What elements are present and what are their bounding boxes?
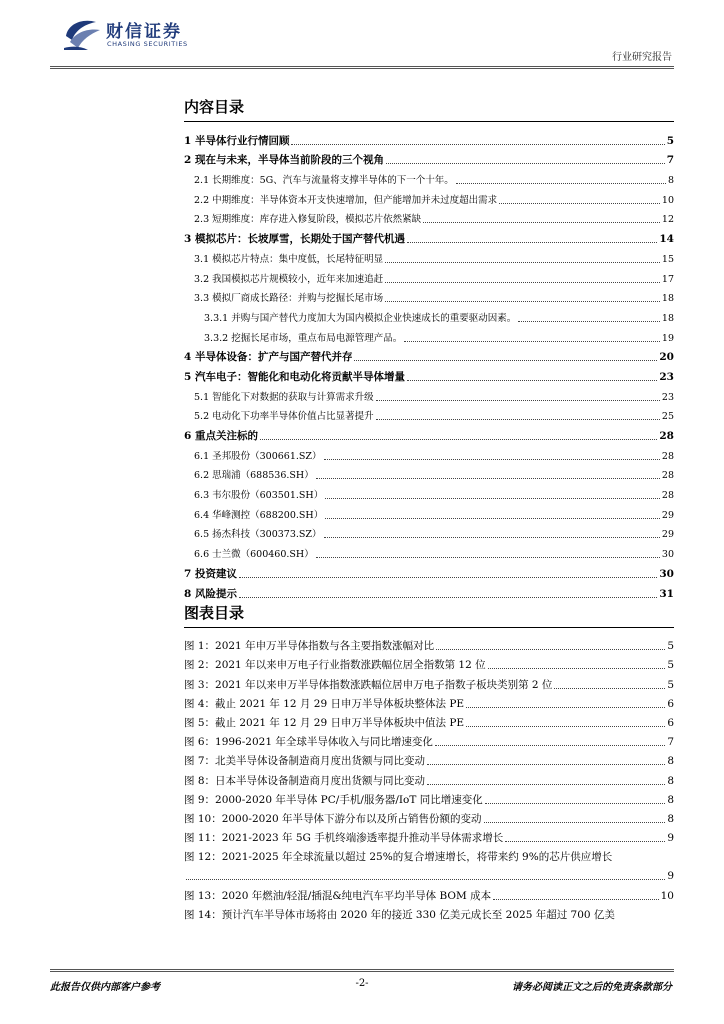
figure-entry[interactable] bbox=[184, 845, 674, 864]
table-of-contents bbox=[184, 128, 674, 601]
figure-entry-page: 5 bbox=[667, 640, 674, 653]
toc-entry-label: 2.3 短期维度：库存进入修复阶段，模拟芯片依然紧缺 bbox=[194, 214, 422, 226]
list-of-figures bbox=[184, 634, 674, 922]
toc-entry-page: 14 bbox=[659, 233, 674, 246]
toc-entry[interactable] bbox=[184, 443, 674, 463]
dot-leader bbox=[376, 419, 660, 420]
figure-entry-page: 8 bbox=[667, 793, 674, 806]
footer-disclaimer-right: 请务必阅读正文之后的免责条款部分 bbox=[512, 982, 672, 993]
toc-entry-page: 30 bbox=[661, 549, 674, 561]
dot-leader bbox=[404, 341, 660, 342]
figure-entry-label: 图 2：2021 年以来申万电子行业指数涨跌幅位居全指数第 12 位 bbox=[184, 659, 486, 672]
dot-leader bbox=[239, 577, 657, 578]
toc-entry-label: 3.1 模拟芯片特点：集中度低，长尾特征明显 bbox=[194, 253, 384, 265]
toc-entry-label: 3.3 模拟厂商成长路径：并购与挖掘长尾市场 bbox=[194, 293, 384, 305]
dot-leader bbox=[325, 518, 660, 519]
figure-entry-label: 图 1：2021 年申万半导体指数与各主要指数涨幅对比 bbox=[184, 640, 435, 653]
toc-entry-page: 5 bbox=[666, 134, 674, 147]
figure-entry-label: 图 3：2021 年以来申万半导体指数涨跌幅位居申万电子指数子板块类别第 2 位 bbox=[184, 678, 553, 691]
dot-leader bbox=[466, 726, 665, 727]
dot-leader bbox=[316, 557, 660, 558]
toc-entry-page: 29 bbox=[661, 529, 674, 541]
toc-entry[interactable] bbox=[184, 364, 674, 384]
header-divider bbox=[50, 66, 674, 67]
figure-entry-label: 图 8：日本半导体设备制造商月度出货额与同比变动 bbox=[184, 774, 426, 787]
brand-name: 财信证券 bbox=[106, 22, 182, 42]
figure-entry-label: 图 7：北美半导体设备制造商月度出货额与同比变动 bbox=[184, 755, 426, 768]
toc-entry-page: 12 bbox=[661, 214, 674, 226]
toc-entry-page: 18 bbox=[661, 312, 674, 324]
report-type: 行业研究报告 bbox=[612, 52, 672, 63]
toc-entry-label: 6.3 韦尔股份（603501.SH） bbox=[194, 490, 324, 502]
lof-title: 图表目录 bbox=[184, 604, 245, 622]
figure-entry-label: 图 9：2000-2020 年半导体 PC/手机/服务器/IoT 同比增速变化 bbox=[184, 793, 483, 806]
figure-entry-page: 6 bbox=[667, 716, 674, 729]
toc-entry-label: 2.2 中期维度：半导体资本开支快速增加，但产能增加并未过度超出需求 bbox=[194, 194, 498, 206]
toc-entry[interactable] bbox=[184, 246, 674, 266]
toc-title: 内容目录 bbox=[184, 98, 245, 116]
toc-entry-label: 6.2 思瑞浦（688536.SH） bbox=[194, 470, 314, 482]
dot-leader bbox=[385, 282, 660, 283]
dot-leader bbox=[291, 144, 664, 145]
toc-entry[interactable] bbox=[184, 541, 674, 561]
footer-disclaimer-left: 此报告仅供内部客户参考 bbox=[50, 982, 160, 993]
toc-entry-page: 30 bbox=[659, 567, 674, 580]
dot-leader bbox=[466, 707, 665, 708]
toc-entry-page: 8 bbox=[667, 175, 674, 187]
toc-entry[interactable] bbox=[184, 502, 674, 522]
figure-entry-page: 7 bbox=[667, 736, 674, 749]
figure-entry-label: 图 5：截止 2021 年 12 月 29 日申万半导体板块中值法 PE bbox=[184, 716, 465, 729]
toc-entry-label: 3.3.1 并购与国产替代力度加大为国内模拟企业快速成长的重要驱动因素。 bbox=[204, 312, 517, 324]
toc-entry[interactable] bbox=[184, 325, 674, 345]
toc-entry[interactable] bbox=[184, 561, 674, 581]
figure-entry[interactable] bbox=[184, 788, 674, 807]
page-number: -2- bbox=[355, 978, 369, 989]
dot-leader bbox=[427, 764, 665, 765]
toc-entry-page: 25 bbox=[661, 411, 674, 423]
dot-leader bbox=[493, 899, 659, 900]
figure-entry-page: 8 bbox=[667, 774, 674, 787]
dot-leader bbox=[456, 183, 666, 184]
toc-title-divider bbox=[184, 121, 674, 122]
toc-entry-page: 31 bbox=[659, 587, 674, 600]
dot-leader bbox=[485, 803, 666, 804]
dot-leader bbox=[376, 400, 660, 401]
toc-entry[interactable] bbox=[184, 286, 674, 306]
figure-entry-label: 图 11：2021-2023 年 5G 手机终端渗透率提升推动半导体需求增长 bbox=[184, 832, 504, 845]
page-header bbox=[0, 0, 724, 70]
figure-entry-label: 图 6：1996-2021 年全球半导体收入与同比增速变化 bbox=[184, 736, 433, 749]
dot-leader bbox=[324, 459, 660, 460]
toc-entry-label: 2.1 长期维度：5G、汽车与流量将支撑半导体的下一个十年。 bbox=[194, 175, 454, 187]
toc-entry-label: 6.6 士兰微（600460.SH） bbox=[194, 549, 314, 561]
toc-entry[interactable] bbox=[184, 305, 674, 325]
footer-divider bbox=[50, 971, 674, 972]
toc-entry-page: 28 bbox=[661, 450, 674, 462]
toc-entry[interactable] bbox=[184, 423, 674, 443]
figure-entry[interactable] bbox=[184, 692, 674, 711]
toc-entry[interactable] bbox=[184, 384, 674, 404]
lof-title-divider bbox=[184, 627, 674, 628]
toc-entry-page: 28 bbox=[661, 470, 674, 482]
dot-leader bbox=[505, 841, 665, 842]
dot-leader bbox=[518, 321, 660, 322]
figure-entry[interactable] bbox=[184, 826, 674, 845]
toc-entry[interactable] bbox=[184, 226, 674, 246]
dot-leader bbox=[325, 498, 660, 499]
toc-entry[interactable] bbox=[184, 482, 674, 502]
dot-leader bbox=[386, 163, 665, 164]
toc-entry-label: 5.2 电动化下功率半导体价值占比显著提升 bbox=[194, 411, 374, 423]
toc-entry-page: 28 bbox=[661, 490, 674, 502]
figure-entry-page: 5 bbox=[667, 659, 674, 672]
toc-entry-label: 6.5 扬杰科技（300373.SZ） bbox=[194, 529, 322, 541]
toc-entry[interactable] bbox=[184, 167, 674, 187]
toc-entry-label: 3.3.2 挖掘长尾市场，重点布局电源管理产品。 bbox=[204, 332, 403, 344]
header-divider bbox=[50, 68, 674, 69]
toc-entry-label: 3.2 我国模拟芯片规模较小，近年来加速追赶 bbox=[194, 273, 384, 285]
toc-entry-page: 20 bbox=[659, 351, 674, 364]
chasing-securities-logo-icon bbox=[62, 16, 102, 52]
figure-entry[interactable] bbox=[184, 749, 674, 768]
toc-entry[interactable] bbox=[184, 404, 674, 424]
toc-entry-page: 29 bbox=[661, 509, 674, 521]
dot-leader bbox=[554, 688, 665, 689]
toc-entry-label: 3 模拟芯片：长坡厚雪，长期处于国产替代机遇 bbox=[184, 233, 405, 246]
dot-leader bbox=[436, 649, 665, 650]
figure-entry[interactable] bbox=[184, 653, 674, 672]
figure-entry-label: 图 14：预计汽车半导体市场将由 2020 年的接近 330 亿美元成长至 2025 年超过 700 亿美 bbox=[184, 908, 615, 921]
dot-leader bbox=[385, 262, 660, 263]
dot-leader bbox=[385, 301, 660, 302]
dot-leader bbox=[260, 439, 657, 440]
toc-entry-label: 1 半导体行业行情回顾 bbox=[184, 134, 290, 147]
footer-divider bbox=[50, 969, 674, 970]
dot-leader bbox=[239, 597, 657, 598]
dot-leader bbox=[407, 380, 657, 381]
figure-entry[interactable] bbox=[184, 883, 674, 902]
toc-entry-page: 7 bbox=[666, 154, 674, 167]
toc-entry[interactable] bbox=[184, 345, 674, 365]
figure-entry[interactable] bbox=[184, 730, 674, 749]
toc-entry[interactable] bbox=[184, 187, 674, 207]
figure-entry[interactable] bbox=[184, 807, 674, 826]
toc-entry-label: 6.4 华峰测控（688200.SH） bbox=[194, 509, 324, 521]
toc-entry-label: 6.1 圣邦股份（300661.SZ） bbox=[194, 450, 322, 462]
toc-entry-label: 2 现在与未来，半导体当前阶段的三个视角 bbox=[184, 154, 384, 167]
figure-entry-page: 9 bbox=[667, 832, 674, 845]
dot-leader bbox=[484, 822, 666, 823]
figure-entry[interactable] bbox=[184, 672, 674, 691]
brand-name-english: CHASING SECURITIES bbox=[107, 40, 188, 48]
dot-leader bbox=[427, 784, 665, 785]
toc-entry-page: 23 bbox=[661, 391, 674, 403]
toc-entry-page: 23 bbox=[659, 370, 674, 383]
figure-entry[interactable] bbox=[184, 768, 674, 787]
figure-entry-label: 图 13：2020 年燃油/轻混/插混&纯电汽车平均半导体 BOM 成本 bbox=[184, 889, 492, 902]
toc-entry-page: 28 bbox=[659, 430, 674, 442]
toc-entry-page: 15 bbox=[661, 253, 674, 265]
toc-entry-page: 17 bbox=[661, 273, 674, 285]
dot-leader bbox=[186, 879, 665, 880]
toc-entry[interactable] bbox=[184, 463, 674, 483]
figure-entry-label: 图 4：截止 2021 年 12 月 29 日申万半导体板块整体法 PE bbox=[184, 697, 465, 710]
figure-entry-page: 9 bbox=[667, 870, 674, 883]
toc-entry-label: 4 半导体设备：扩产与国产替代并存 bbox=[184, 351, 353, 364]
toc-entry-page: 10 bbox=[661, 194, 674, 206]
toc-entry-page: 18 bbox=[661, 293, 674, 305]
dot-leader bbox=[316, 478, 660, 479]
dot-leader bbox=[499, 203, 660, 204]
toc-entry[interactable] bbox=[184, 266, 674, 286]
toc-entry-label: 5 汽车电子：智能化和电动化将贡献半导体增量 bbox=[184, 370, 405, 383]
figure-entry-page: 10 bbox=[660, 889, 674, 902]
dot-leader bbox=[435, 745, 665, 746]
toc-entry-label: 6 重点关注标的 bbox=[184, 430, 258, 442]
dot-leader bbox=[354, 360, 657, 361]
dot-leader bbox=[488, 668, 666, 669]
toc-entry-label: 5.1 智能化下对数据的获取与计算需求升级 bbox=[194, 391, 374, 403]
toc-entry[interactable] bbox=[184, 128, 674, 148]
figure-entry-page: 8 bbox=[667, 755, 674, 768]
dot-leader bbox=[324, 537, 660, 538]
dot-leader bbox=[407, 242, 657, 243]
toc-entry-label: 8 风险提示 bbox=[184, 587, 237, 600]
figure-entry-page: 6 bbox=[667, 697, 674, 710]
toc-entry[interactable] bbox=[184, 581, 674, 601]
toc-entry-page: 19 bbox=[661, 332, 674, 344]
toc-entry[interactable] bbox=[184, 207, 674, 227]
toc-entry[interactable] bbox=[184, 522, 674, 542]
figure-entry[interactable] bbox=[184, 711, 674, 730]
toc-entry-label: 7 投资建议 bbox=[184, 567, 237, 580]
figure-entry-page: 5 bbox=[667, 678, 674, 691]
dot-leader bbox=[423, 222, 660, 223]
toc-entry[interactable] bbox=[184, 148, 674, 168]
figure-entry-label: 图 12：2021-2025 年全球流量以超过 25%的复合增速增长，将带来约 9%的芯片供应增长 bbox=[184, 851, 613, 864]
figure-entry-label: 图 10：2000-2020 年半导体下游分布以及所占销售份额的变动 bbox=[184, 812, 482, 825]
figure-entry[interactable] bbox=[184, 864, 674, 883]
figure-entry[interactable] bbox=[184, 903, 674, 922]
figure-entry[interactable] bbox=[184, 634, 674, 653]
figure-entry-page: 8 bbox=[667, 812, 674, 825]
